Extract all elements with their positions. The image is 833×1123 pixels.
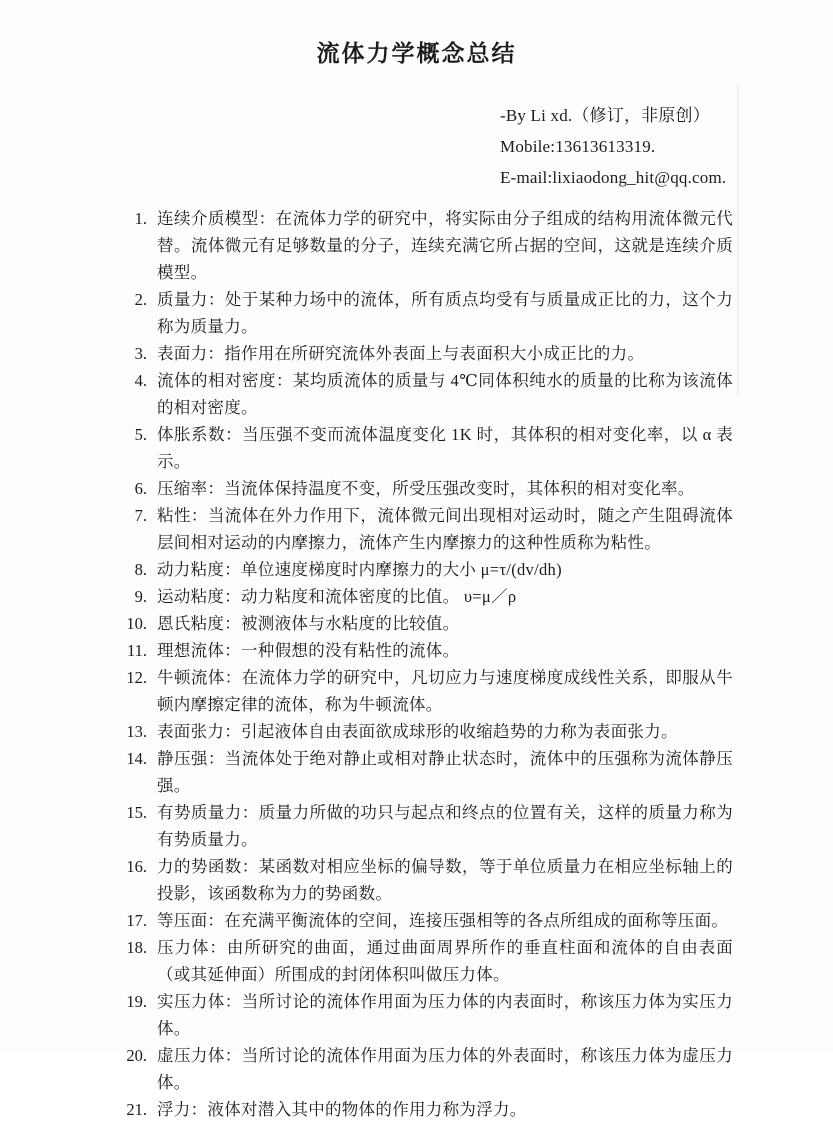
item-text: 流体的相对密度：某均质流体的质量与 4℃同体积纯水的质量的比称为该流体的相对密度。 — [157, 371, 733, 417]
list-item — [123, 664, 733, 718]
list-item — [123, 907, 733, 934]
item-number: 13. — [126, 722, 147, 741]
byline — [500, 100, 833, 193]
item-number: 6. — [134, 479, 147, 498]
byline-mobile: Mobile:13613613319. — [500, 137, 656, 156]
item-number: 20. — [126, 1046, 147, 1065]
item-text: 动力粘度：单位速度梯度时内摩擦力的大小 μ=τ/(dv/dh) — [157, 560, 562, 579]
item-number: 8. — [134, 560, 147, 579]
list-item — [123, 286, 733, 340]
item-text: 静压强：当流体处于绝对静止或相对静止状态时，流体中的压强称为流体静压强。 — [157, 749, 733, 795]
item-text: 恩氏粘度：被测液体与水粘度的比较值。 — [157, 614, 460, 633]
item-number: 9. — [134, 587, 147, 606]
list-item — [123, 934, 733, 988]
item-number: 15. — [126, 803, 147, 822]
item-number: 10. — [126, 614, 147, 633]
list-item — [123, 745, 733, 799]
list-item — [123, 637, 733, 664]
item-text: 虚压力体：当所讨论的流体作用面为压力体的外表面时，称该压力体为虚压力体。 — [157, 1046, 733, 1092]
item-text: 体胀系数：当压强不变而流体温度变化 1K 时，其体积的相对变化率，以 α 表示。 — [157, 425, 733, 471]
list-item — [123, 205, 733, 286]
list-item — [123, 1042, 733, 1096]
list-item — [123, 475, 733, 502]
item-number: 2. — [134, 290, 147, 309]
item-number: 14. — [126, 749, 147, 768]
item-number: 18. — [126, 938, 147, 957]
definition-list — [123, 205, 733, 1123]
item-text: 压缩率：当流体保持温度不变，所受压强改变时，其体积的相对变化率。 — [157, 479, 695, 498]
list-item — [123, 583, 733, 610]
item-number: 17. — [126, 911, 147, 930]
item-text: 有势质量力：质量力所做的功只与起点和终点的位置有关，这样的质量力称为有势质量力。 — [157, 803, 733, 849]
page-title: 流体力学概念总结 — [316, 41, 517, 66]
list-item — [123, 1096, 733, 1123]
item-text: 连续介质模型：在流体力学的研究中，将实际由分子组成的结构用流体微元代替。流体微元有足够数量的分子，连续充满它所占据的空间，这就是连续介质模型。 — [157, 209, 733, 282]
list-item — [123, 556, 733, 583]
item-text: 表面张力：引起液体自由表面欲成球形的收缩趋势的力称为表面张力。 — [157, 722, 678, 741]
item-text: 等压面：在充满平衡流体的空间，连接压强相等的各点所组成的面称等压面。 — [157, 911, 729, 930]
item-text: 运动粘度：动力粘度和流体密度的比值。 υ=μ／ρ — [157, 587, 517, 606]
item-number: 1. — [134, 209, 147, 228]
list-item — [123, 340, 733, 367]
list-item — [123, 367, 733, 421]
item-number: 3. — [134, 344, 147, 363]
item-text: 力的势函数：某函数对相应坐标的偏导数，等于单位质量力在相应坐标轴上的投影，该函数称为力的势函数。 — [157, 857, 733, 903]
list-item — [123, 799, 733, 853]
item-number: 5. — [134, 425, 147, 444]
item-text: 粘性：当流体在外力作用下，流体微元间出现相对运动时，随之产生阻碍流体层间相对运动的内摩擦力，流体产生内摩擦力的这种性质称为粘性。 — [157, 506, 733, 552]
item-text: 压力体：由所研究的曲面，通过曲面周界所作的垂直柱面和流体的自由表面（或其延伸面）所围成的封闭体积叫做压力体。 — [157, 938, 733, 984]
item-text: 浮力：液体对潜入其中的物体的作用力称为浮力。 — [157, 1100, 527, 1119]
item-text: 表面力：指作用在所研究流体外表面上与表面积大小成正比的力。 — [157, 344, 645, 363]
list-item — [123, 988, 733, 1042]
item-number: 12. — [126, 668, 147, 687]
item-text: 理想流体：一种假想的没有粘性的流体。 — [157, 641, 460, 660]
item-number: 11. — [126, 641, 147, 660]
item-number: 7. — [134, 506, 147, 525]
item-text: 实压力体：当所讨论的流体作用面为压力体的内表面时，称该压力体为实压力体。 — [157, 992, 733, 1038]
list-item — [123, 502, 733, 556]
byline-email: E-mail:lixiaodong_hit@qq.com. — [500, 168, 727, 187]
byline-author: -By Li xd.（修订，非原创） — [500, 106, 710, 125]
list-item — [123, 421, 733, 475]
item-number: 19. — [126, 992, 147, 1011]
list-item — [123, 718, 733, 745]
item-number: 4. — [134, 371, 147, 390]
item-number: 16. — [126, 857, 147, 876]
list-item — [123, 610, 733, 637]
item-number: 21. — [126, 1100, 147, 1119]
item-text: 质量力：处于某种力场中的流体，所有质点均受有与质量成正比的力，这个力称为质量力。 — [157, 290, 733, 336]
item-text: 牛顿流体：在流体力学的研究中，凡切应力与速度梯度成线性关系，即服从牛顿内摩擦定律的流体，称为牛顿流体。 — [157, 668, 733, 714]
list-item — [123, 853, 733, 907]
